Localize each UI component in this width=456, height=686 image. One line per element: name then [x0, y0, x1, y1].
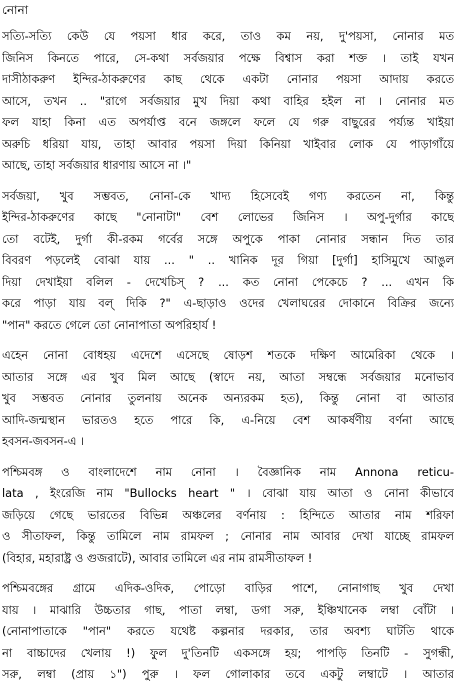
text-line: "পান" করতে গেলে তো নোনাপাতা অপরিহার্য !: [2, 317, 217, 332]
paragraph-2: [2, 186, 456, 337]
text-line: না বাচ্চাদের খেলায় !) ফুল দু'তিনটি একসঙ্গে হয়; পাপড়ি তিনটি - সুগন্ধী,: [2, 645, 454, 660]
paragraph-5: [2, 578, 456, 686]
text-line: যায় । মাঝারি উচ্চতার গাছ, পাতা লম্বা, ডগা সরু, ইঞ্চিখানেক লম্বা বোঁটা ।: [2, 602, 454, 617]
text-line: বিবরণ পড়লেই বোঝা যায় ... " .. খানিক দূর গিয়া [দুর্গা] হাসিমুখে আঙুল: [2, 253, 454, 267]
text-line: আদি-জন্মস্থান ভারতও হতে পারে কি, এ-নিয়ে বেশ আকর্ষণীয় বর্ণনা আছে: [2, 412, 454, 427]
text-line: আসে, তখন .. "রাগে সর্বজয়ার মুখ দিয়া কথা বাহির হইল না । নোনার মত: [2, 93, 454, 108]
text-line: ও সীতাফল, কিন্তু তামিলে নাম রামফল ; নোনার নাম আবার দেখা যাচ্ছে রামফল: [2, 529, 454, 543]
text-line: পশ্চিমবঙ্গের গ্রামে এদিক-ওদিক, পোড়ো বাড়ির পাশে, নোনাগাছ খুব দেখা: [2, 581, 454, 595]
text-line: করে পাড়া যায় বল্ দিকি ?" এ-ছাড়াও ওদের খেলাঘরের দোকানে বিক্রির জন্যে: [2, 296, 454, 310]
text-line: ইন্দির-ঠাকরুণের কাছে "নোনাটা" বেশ লোভের জিনিস । অপু-দুর্গার কাছে: [2, 210, 454, 224]
text-line: আতার সঙ্গে এর খুব মিল আছে (স্বাদে নয়, আতা সম্বন্ধে সর্বজয়ার মনোভাব: [2, 369, 454, 384]
text-line: দিয়া দেখাইয়া বলিল - দেখেচিস্ ? ... কত নোনা পেকেচে ? ... এখন কি: [2, 274, 454, 289]
text-line: (বিহার, মহারাষ্ট্র ও গুজরাটে), আবার তামিলে এর নাম রামসীতাফল !: [2, 550, 313, 565]
text-line: অরুচি ধরিয়া যায়, তাহা আবার পয়সা দিয়া কিনিয়া খাইবার লোক যে পাড়াগাঁয়ে: [2, 136, 454, 151]
text-line: lata , ইংরেজি নাম "Bullocks heart " । বোঝা যায় আতা ও নোনা কীভাবে: [2, 486, 454, 500]
paragraph-3: [2, 345, 456, 453]
text-line: সর্বজয়া, খুব সম্ভবত, নোনা-কে খাদ্য হিসেবেই গণ্য করতেন না, কিন্তু: [2, 188, 454, 203]
text-line: জড়িয়ে গেছে ভারতের বিভিন্ন অঞ্চলের বর্ণনায় : হিন্দিতে আতার নাম শরিফা: [2, 507, 454, 522]
text-line: ফল যাহা কিনা এত অপর্যাপ্ত বনে জঙ্গলে ফলে যে গরু বাছুরের পর্য্যন্ত খাইয়া: [2, 115, 454, 129]
text-line: খুব সম্ভবত নোনার তুলনায় অনেক অন্যরকম হত), কিন্তু নোনা বা আতার: [2, 391, 454, 405]
paragraph-4: [2, 462, 456, 570]
text-line: হবসন-জবসন-এ ।: [2, 434, 85, 448]
page-title: নোনা: [2, 3, 29, 17]
text-line: আছে, তাহা সর্বজয়ার ধারণায় আসে না ।": [2, 158, 192, 172]
text-line: সরু, লম্বা (প্রায় ১") পুরু । ফল গোলাকার তবে একটু লম্বাটে । আতার: [2, 667, 454, 681]
text-line: (নোনাপাতাকে "পান" করতে যথেষ্ট কল্পনার দরকার, তার অবশ্য ঘাটতি থাকে: [2, 624, 454, 638]
text-line: সত্যি-সত্যি কেউ যে পয়সা ধার করে, তাও কম নয়, দু'পয়সা, নোনার মত: [2, 29, 454, 43]
text-line: পশ্চিমবঙ্গ ও বাংলাদেশে নাম নোনা । বৈজ্ঞানিক নাম Annona reticu-: [2, 464, 454, 479]
paragraph-1: [2, 26, 456, 177]
text-line: তো বটেই, দুর্গা কী-রকম গর্বের সঙ্গে অপুকে পাকা নোনার সন্ধান দিত তার: [2, 231, 454, 246]
text-line: এহেন নোনা বোধহয় এদেশে এসেছে ষোড়শ শতকে দক্ষিণ আমেরিকা থেকে ।: [2, 348, 454, 362]
text-line: দাসীঠাকরুণ ইন্দির-ঠাকরুণের কাছ থেকে একটা নোনার পয়সা আদায় করতে: [2, 72, 454, 86]
text-line: জিনিস কিনতে পারে, সে-কথা সর্বজয়ার পক্ষে বিশ্বাস করা শক্ত । তাই যখন: [2, 50, 454, 65]
